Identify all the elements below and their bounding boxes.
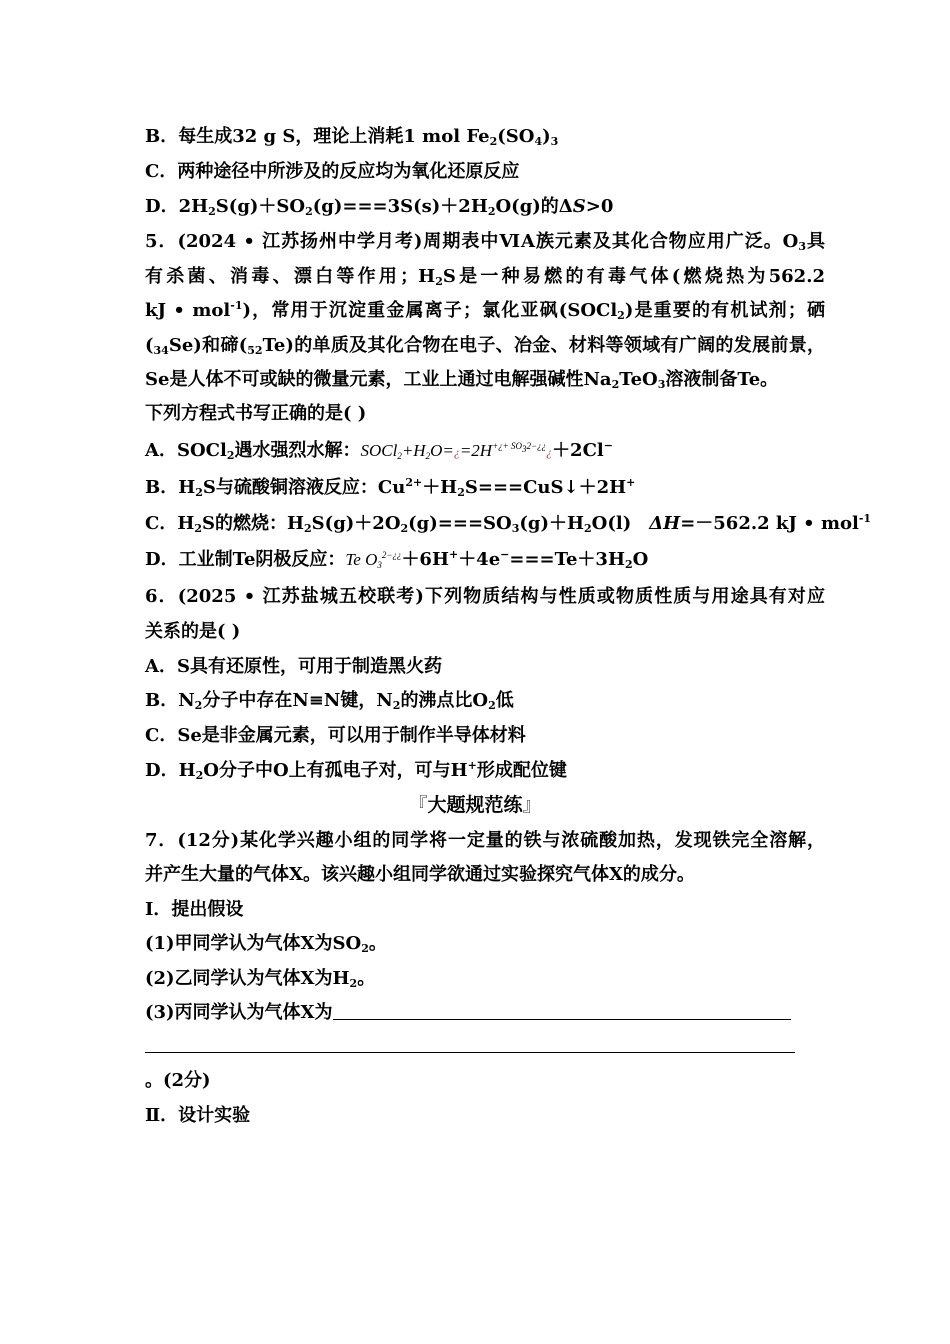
q6-option-c: C．Se是非金属元素，可以用于制作半导体材料 (145, 725, 526, 746)
section-2-heading: Ⅱ．设计实验 (145, 1105, 251, 1126)
q5-stem-line-5: Se是人体不可或缺的微量元素，工业上通过电解强碱性$Na_2TeO_3$溶液制备Te。 (145, 369, 779, 391)
hypothesis-1: (1)甲同学认为气体X为$SO_2$。 (145, 933, 387, 955)
q4-option-c: C．两种途径中所涉及的反应均为氧化还原反应 (145, 161, 520, 182)
answer-blank-2[interactable] (145, 1052, 795, 1053)
q5-stem-line-1: 5．(2024 • 江苏扬州中学月考)周期表中ⅥA族元素及其化合物应用广泛。$O_3$具 (145, 231, 825, 253)
q4-option-b: B．每生成32 g S，理论上消耗1 mol $Fe_2(SO_4)_3$ (145, 126, 559, 148)
section-banner: 『大题规范练』 (408, 794, 542, 816)
q4-option-d: D．$2H_2S(g)+SO_2(g)===3S(s)+2H_2O(g)$的ΔS>0 (145, 196, 614, 218)
q5-option-a: A．SOCl$_2$遇水强烈水解：$SOCl_2+H_2O=¿=2H^{+¿+ SO_32-¿¿}¿+2Cl^-$ (145, 439, 613, 462)
q5-stem-line-4: $(_{34}Se)$和碲$(_{52}Te)$的单质及其化合物在电子、冶金、材料等领域有广阔的发展前景， (145, 335, 826, 357)
q6-stem-line-2: 关系的是( ) (145, 621, 241, 642)
q5-option-c: C．$H_2S$的燃烧：$H_2S(g)+2O_2(g)===SO_3(g)+H_2O(l)$ ΔH=－562.2 kJ • mol$^{-1}$ (145, 512, 872, 535)
q5-option-b: B．$H_2S$与硫酸铜溶液反应：$Cu^{2+}+H_2S===CuS↓+2H^+$ (145, 476, 636, 499)
q6-option-b: B．$N_2$分子中存在N≡N键，$N_2$的沸点比$O_2$低 (145, 690, 514, 712)
hypothesis-2: (2)乙同学认为气体X为$H_2$。 (145, 968, 376, 990)
q7-stem-line-1: 7．(12分)某化学兴趣小组的同学将一定量的铁与浓硫酸加热，发现铁完全溶解， (145, 830, 825, 851)
score-note: 。(2分) (145, 1070, 211, 1091)
q5-option-d-formula: Te $O_3^{2-¿¿}$ (345, 550, 402, 570)
q7-stem-line-2: 并产生大量的气体X。该兴趣小组同学欲通过实验探究气体X的成分。 (145, 864, 695, 885)
q5-stem-line-2: 有杀菌、消毒、漂白等作用；$H_2S$是一种易燃的有毒气体(燃烧热为562.2 (145, 266, 825, 288)
q6-stem-line-1: 6．(2025 • 江苏盐城五校联考)下列物质结构与性质或物质性质与用途具有对应 (145, 586, 825, 607)
q6-option-a: A．S具有还原性，可用于制造黑火药 (145, 656, 442, 677)
hypothesis-3: (3)丙同学认为气体X为 (145, 1000, 825, 1026)
q5-option-a-formula: $SOCl_2+H_2O=¿=2H^{+¿+ SO_32-¿¿}¿$ (360, 441, 553, 461)
q5-stem-line-3: kJ • mol$^{-1}$)，常用于沉淀重金属离子；氯化亚砜(SOCl$_2$)是重要的有机试剂；硒 (145, 299, 825, 322)
answer-blank-1[interactable] (333, 1001, 791, 1020)
q5-question: 下列方程式书写正确的是( ) (145, 403, 367, 424)
section-1-heading: Ⅰ．提出假设 (145, 899, 244, 920)
q5-option-d: D．工业制Te阴极反应：Te $O_3^{2-¿¿}+6H^++4e^-===Te+3H_2O$ (145, 548, 649, 571)
q6-option-d: D．$H_2O$分子中O上有孤电子对，可与H+形成配位键 (145, 759, 567, 782)
